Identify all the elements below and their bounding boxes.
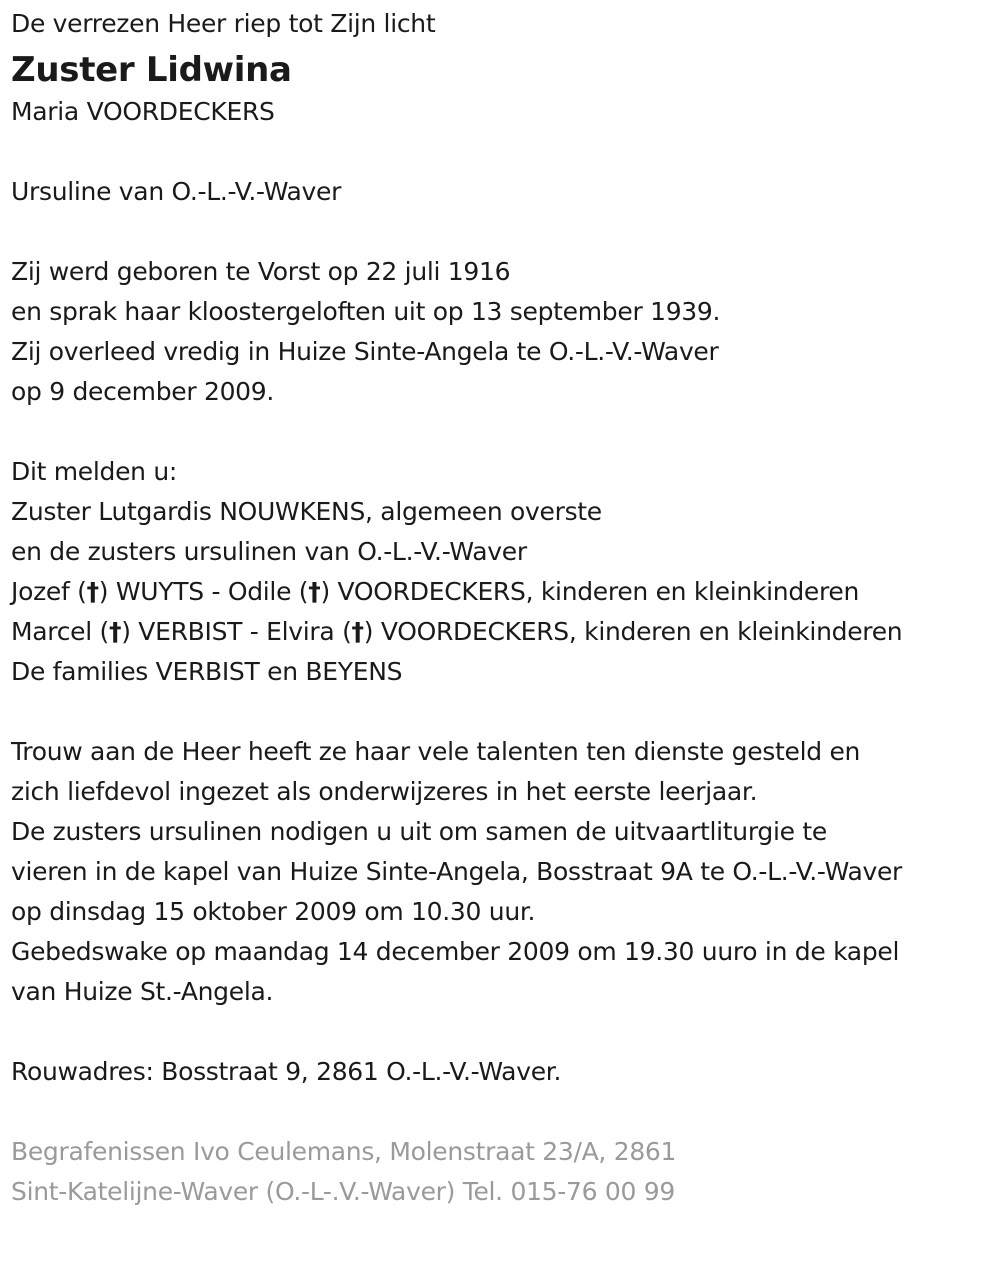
obituary-notice [11,0,996,1212]
tribute-line: De zusters ursulinen nodigen u uit om samen de uitvaartliturgie te [11,817,827,846]
family-text: Marcel ( [11,617,109,646]
spacer [11,1012,996,1052]
cross-icon: † [308,577,321,606]
spacer [11,132,996,172]
mourning-address: Rouwadres: Bosstraat 9, 2861 O.-L.-V.-Waver. [11,1057,562,1086]
life-line: Zij overleed vredig in Huize Sinte-Angela te O.-L.-V.-Waver [11,337,719,366]
families-line: De families VERBIST en BEYENS [11,657,403,686]
family-text: ) VERBIST - Elvira ( [121,617,352,646]
announcers-intro: Dit melden u: [11,457,178,486]
family-line [11,612,996,652]
civil-name: Maria VOORDECKERS [11,97,275,126]
family-text: Jozef ( [11,577,87,606]
religious-name-title: Zuster Lidwina [11,50,292,90]
life-details [11,252,996,412]
religious-order: Ursuline van O.-L.-V.-Waver [11,177,342,206]
family-text: ) VOORDECKERS, kinderen en kleinkinderen [363,617,903,646]
family-text: ) WUYTS - Odile ( [98,577,309,606]
spacer [11,692,996,732]
name-block [11,48,996,132]
announcers-block [11,452,996,692]
tribute-line: van Huize St.-Angela. [11,977,274,1006]
announcer-line: Zuster Lutgardis NOUWKENS, algemeen overste [11,497,602,526]
family-line [11,572,996,612]
tribute-block [11,732,996,1012]
life-line: op 9 december 2009. [11,377,275,406]
tribute-line: Trouw aan de Heer heeft ze haar vele talenten ten dienste gesteld en [11,737,861,766]
tribute-line: Gebedswake op maandag 14 december 2009 om 19.30 uuro in de kapel [11,937,900,966]
spacer [11,412,996,452]
tribute-line: zich liefdevol ingezet als onderwijzeres in het eerste leerjaar. [11,777,758,806]
intro-line: De verrezen Heer riep tot Zijn licht [11,9,436,38]
tribute-line: op dinsdag 15 oktober 2009 om 10.30 uur. [11,897,536,926]
announcer-line: en de zusters ursulinen van O.-L.-V.-Waver [11,537,527,566]
life-line: Zij werd geboren te Vorst op 22 juli 1916 [11,257,511,286]
tribute-line: vieren in de kapel van Huize Sinte-Angela, Bosstraat 9A te O.-L.-V.-Waver [11,857,903,886]
cross-icon: † [86,577,99,606]
spacer [11,212,996,252]
spacer [11,1092,996,1132]
funeral-home-footer [11,1132,996,1212]
cross-icon: † [351,617,364,646]
family-text: ) VOORDECKERS, kinderen en kleinkinderen [320,577,860,606]
footer-line: Begrafenissen Ivo Ceulemans, Molenstraat 23/A, 2861 [11,1137,677,1166]
cross-icon: † [109,617,122,646]
footer-line: Sint-Katelijne-Waver (O.-L-.V.-Waver) Tel. 015-76 00 99 [11,1177,675,1206]
life-line: en sprak haar kloostergeloften uit op 13 september 1939. [11,297,721,326]
